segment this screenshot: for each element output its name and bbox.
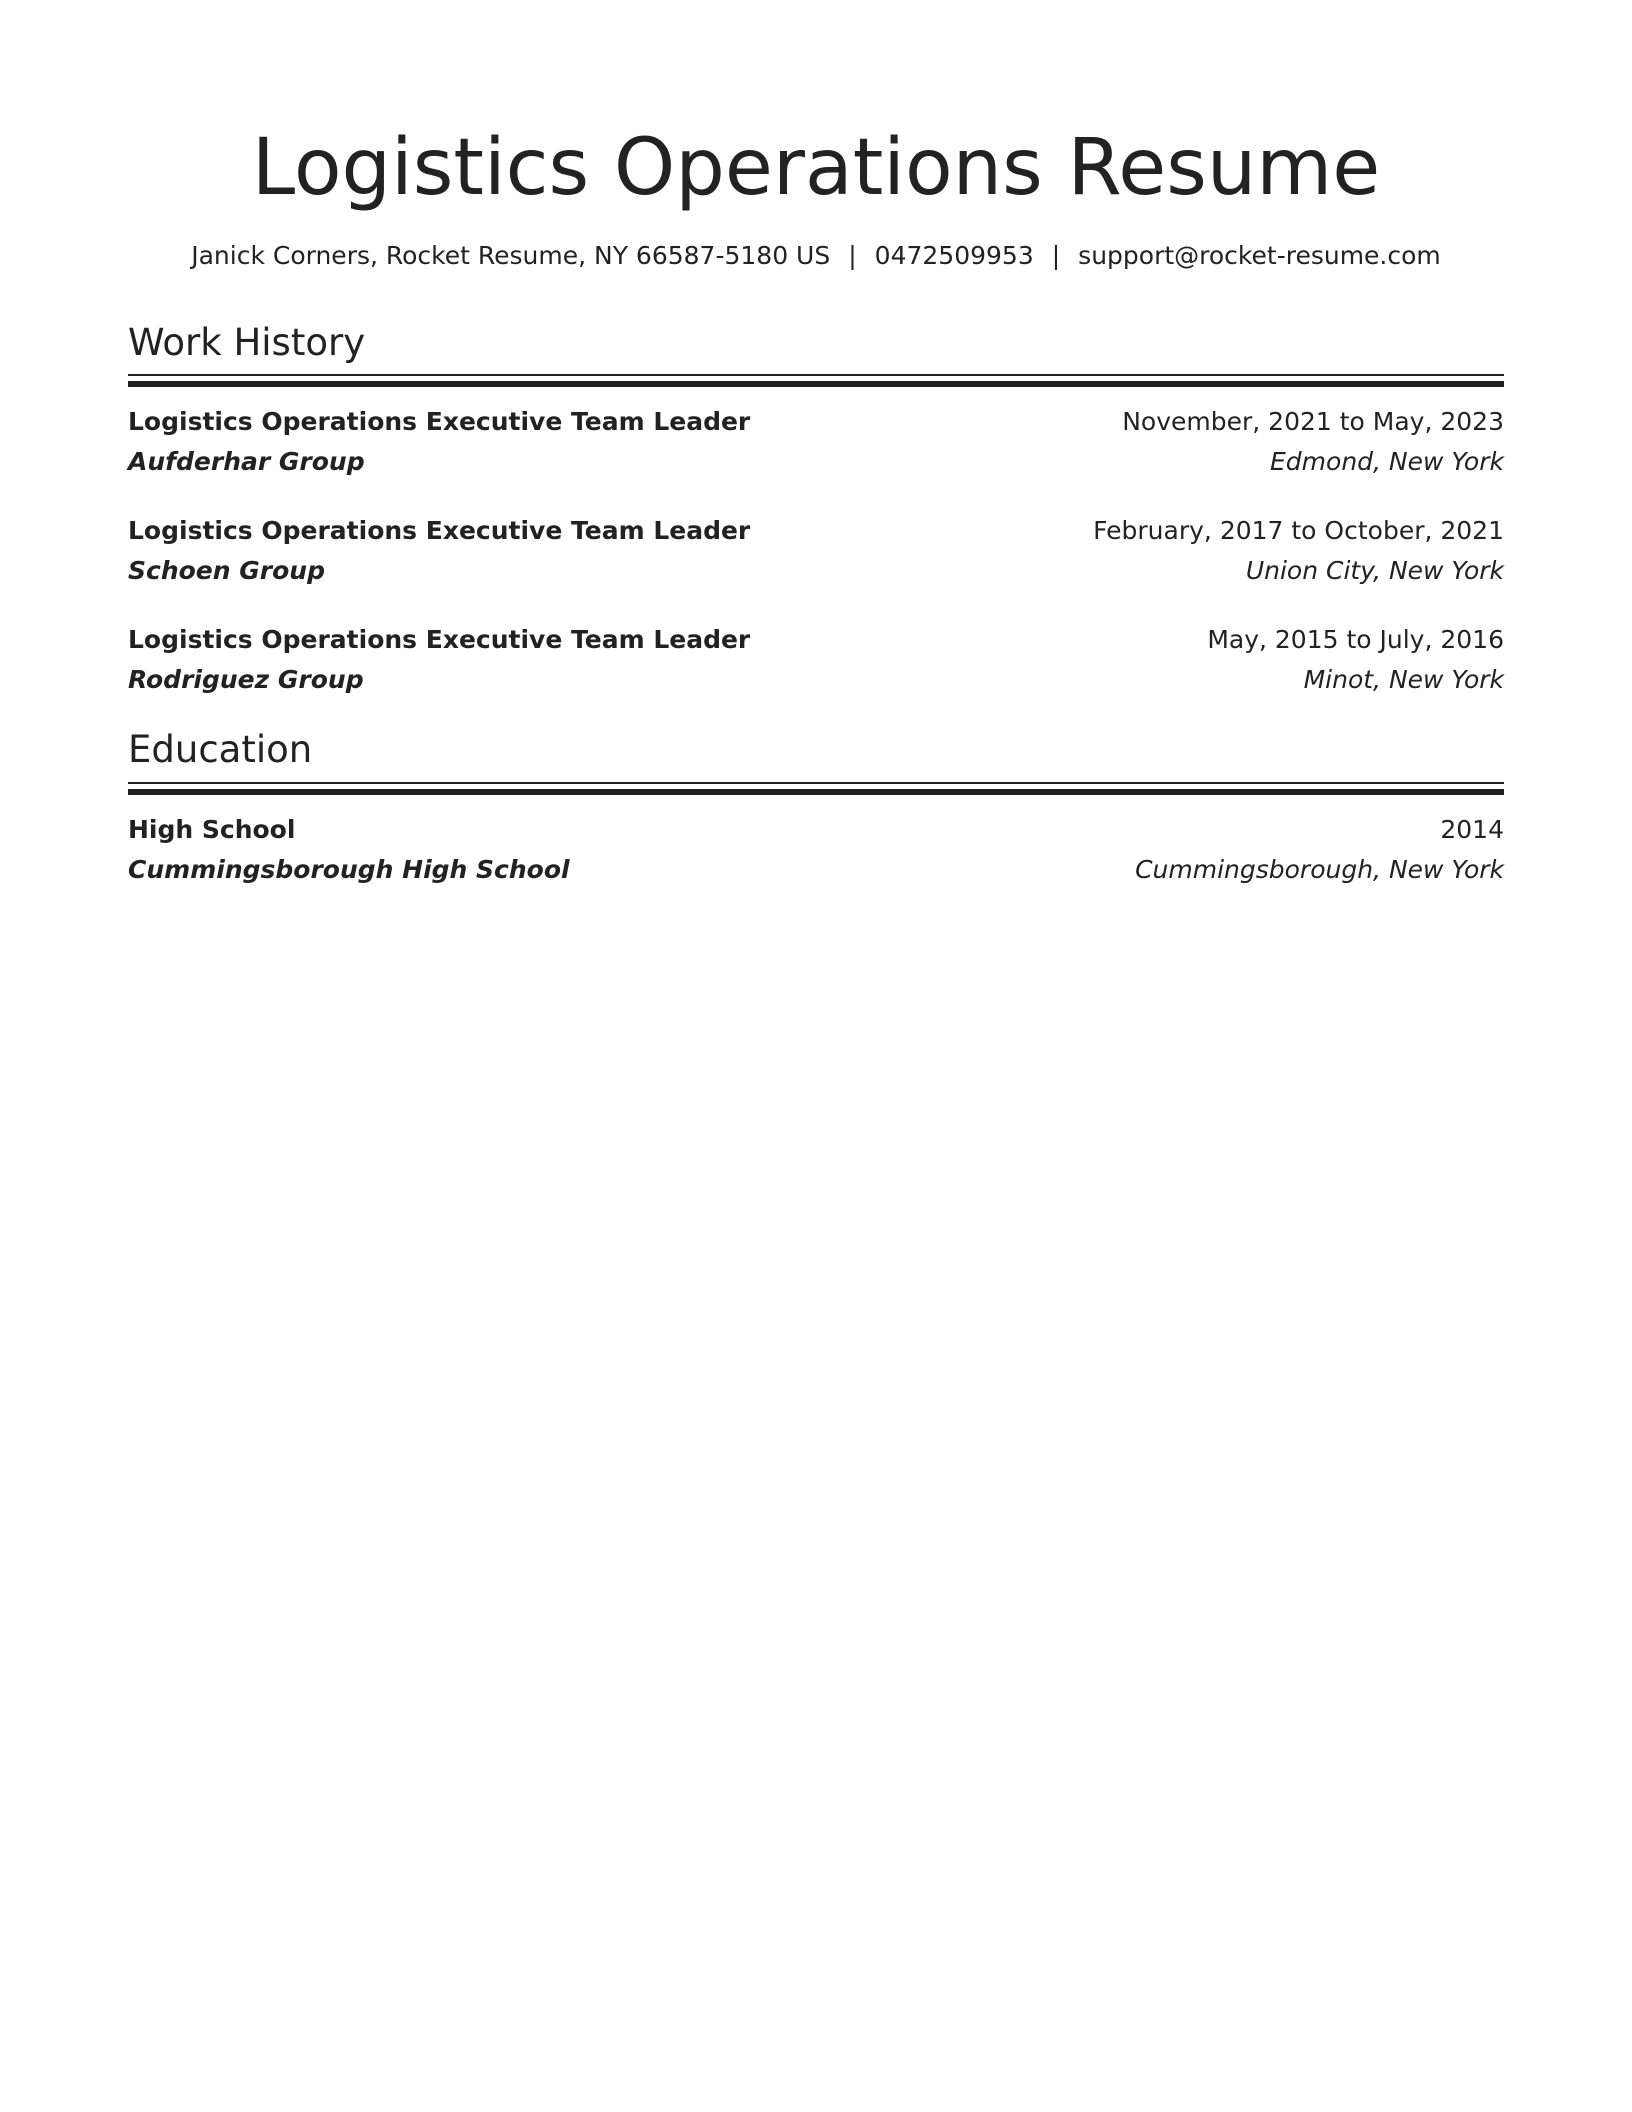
job-location: Minot, New York: [1303, 665, 1504, 694]
job-title: Logistics Operations Executive Team Leader: [128, 407, 751, 436]
contact-separator: |: [1051, 241, 1061, 270]
education-year: 2014: [1440, 815, 1504, 844]
job-dates: May, 2015 to July, 2016: [1207, 625, 1504, 654]
resume-title: Logistics Operations Resume: [251, 123, 1381, 213]
education-heading: Education: [128, 728, 313, 771]
job-title: Logistics Operations Executive Team Leader: [128, 516, 751, 545]
work-history-heading: Work History: [128, 321, 366, 364]
contact-address: Janick Corners, Rocket Resume, NY 66587-5180 US: [191, 241, 831, 270]
job-title: Logistics Operations Executive Team Leader: [128, 625, 751, 654]
school-location: Cummingsborough, New York: [1135, 855, 1504, 884]
contact-email: support@rocket-resume.com: [1078, 241, 1441, 270]
degree: High School: [128, 815, 296, 844]
company-name: Rodriguez Group: [128, 665, 364, 694]
company-name: Schoen Group: [128, 556, 325, 585]
education-entry: [128, 810, 1504, 890]
contact-line: [128, 238, 1504, 274]
school-name: Cummingsborough High School: [128, 855, 570, 884]
work-entry: [128, 620, 1504, 700]
contact-phone: 0472509953: [874, 241, 1034, 270]
work-entry: [128, 402, 1504, 482]
contact-separator: |: [848, 241, 857, 270]
job-location: Edmond, New York: [1270, 447, 1504, 476]
section-divider: [128, 374, 1504, 387]
job-location: Union City, New York: [1245, 556, 1504, 585]
job-dates: November, 2021 to May, 2023: [1122, 407, 1504, 436]
company-name: Aufderhar Group: [128, 447, 365, 476]
work-entry: [128, 511, 1504, 591]
job-dates: February, 2017 to October, 2021: [1093, 516, 1504, 545]
section-divider: [128, 782, 1504, 795]
